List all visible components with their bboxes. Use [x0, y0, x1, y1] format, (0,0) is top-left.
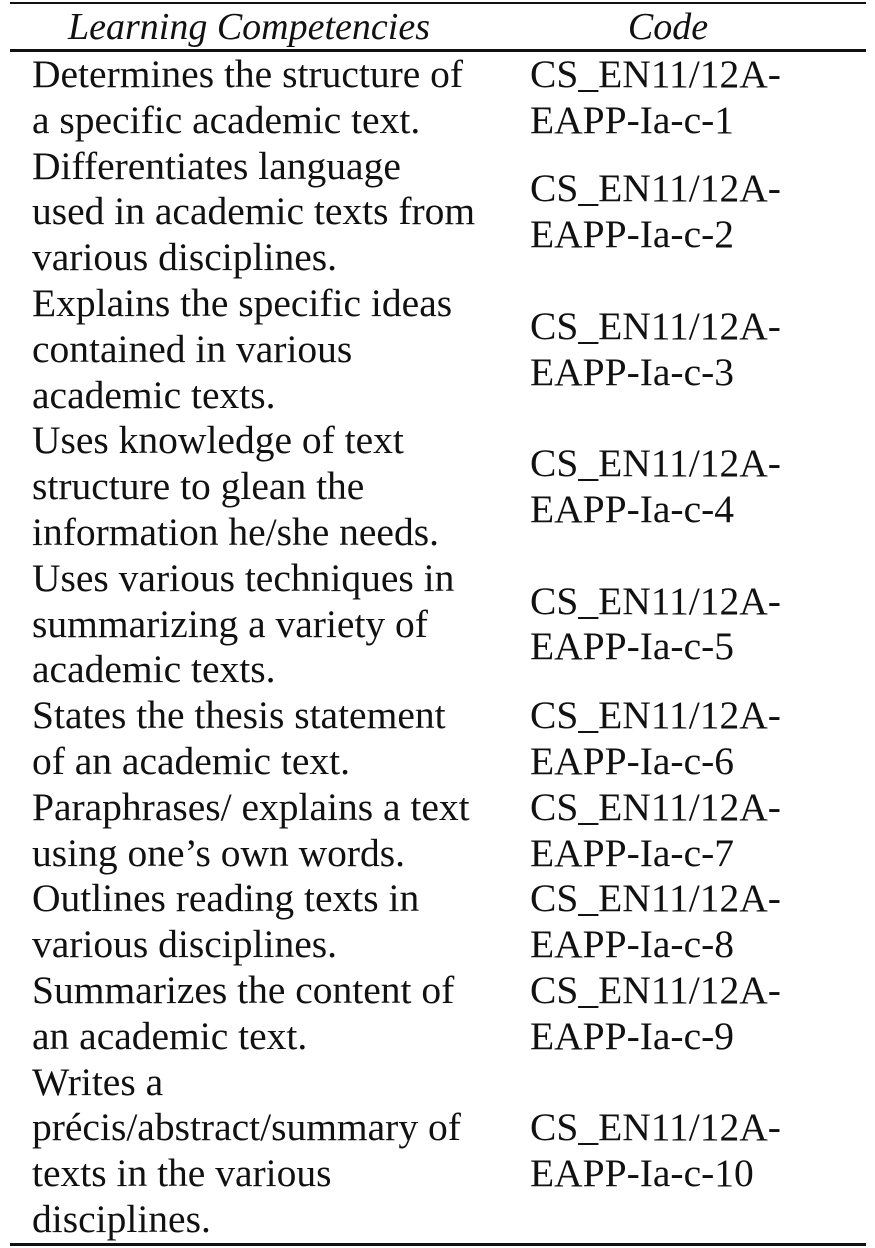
code-text-line: EAPP-Ia-c-4	[530, 487, 735, 532]
competency-cell	[10, 876, 530, 968]
table-row	[10, 556, 866, 693]
competency-cell	[10, 785, 530, 877]
code-text-line: EAPP-Ia-c-7	[530, 830, 735, 875]
competency-text-line: summarizing a variety of	[32, 601, 428, 646]
code-text-line: CS_EN11/12A-	[530, 441, 781, 486]
table-row	[10, 144, 866, 281]
code-text-line: CS_EN11/12A-	[530, 166, 781, 211]
code-text-line: CS_EN11/12A-	[530, 578, 781, 623]
header-code: Code	[627, 5, 709, 48]
table-row	[10, 281, 866, 418]
competency-cell	[10, 968, 530, 1060]
code-cell	[530, 693, 866, 785]
competency-text-line: Writes a	[32, 1059, 164, 1104]
competency-text-line: Uses knowledge of text	[32, 418, 404, 463]
competency-text-line: various disciplines.	[32, 922, 337, 967]
table-body	[10, 52, 866, 1243]
competency-text-line: Outlines reading texts in	[32, 876, 420, 921]
competency-text-line: of an academic text.	[32, 738, 351, 783]
code-cell	[530, 876, 866, 968]
competency-text-line: Uses various techniques in	[32, 555, 455, 600]
table-row	[10, 785, 866, 877]
code-text-line: CS_EN11/12A-	[530, 967, 781, 1012]
code-text-line: EAPP-Ia-c-1	[530, 97, 735, 142]
code-text-line: CS_EN11/12A-	[530, 693, 781, 738]
code-text-line: EAPP-Ia-c-2	[530, 212, 735, 257]
table-row	[10, 968, 866, 1060]
competency-text-line: texts in the various	[32, 1151, 332, 1196]
code-cell	[530, 968, 866, 1060]
competency-cell	[10, 1060, 530, 1243]
competency-text-line: information he/she needs.	[32, 509, 439, 554]
table-row	[10, 693, 866, 785]
competency-text-line: Differentiates language	[32, 143, 401, 188]
competency-text-line: States the thesis statement	[32, 693, 446, 738]
code-cell	[530, 441, 866, 533]
competency-text-line: contained in various	[32, 326, 353, 371]
table-row	[10, 52, 866, 144]
competency-text-line: a specific academic text.	[32, 97, 421, 142]
code-cell	[530, 785, 866, 877]
competency-text-line: Explains the specific ideas	[32, 280, 453, 325]
code-text-line: EAPP-Ia-c-9	[530, 1013, 735, 1058]
table-row	[10, 418, 866, 555]
code-text-line: CS_EN11/12A-	[530, 876, 781, 921]
competency-text-line: academic texts.	[32, 372, 276, 417]
competency-text-line: an academic text.	[32, 1013, 308, 1058]
competency-cell	[10, 693, 530, 785]
competency-text-line: disciplines.	[32, 1196, 211, 1241]
table-row	[10, 1060, 866, 1243]
competency-cell	[10, 418, 530, 555]
competency-text-line: used in academic texts from	[32, 189, 476, 234]
code-text-line: CS_EN11/12A-	[530, 303, 781, 348]
code-text-line: CS_EN11/12A-	[530, 784, 781, 829]
code-text-line: EAPP-Ia-c-10	[530, 1151, 754, 1196]
code-cell	[530, 304, 866, 396]
competency-cell	[10, 281, 530, 418]
code-text-line: CS_EN11/12A-	[530, 1105, 781, 1150]
code-cell	[530, 52, 866, 144]
competency-text-line: various disciplines.	[32, 235, 337, 280]
table-bottom-rule	[10, 1243, 866, 1246]
competency-cell	[10, 556, 530, 693]
competency-text-line: academic texts.	[32, 647, 276, 692]
code-text-line: CS_EN11/12A-	[530, 52, 781, 96]
header-learning-competencies: Learning Competencies	[67, 5, 430, 48]
competencies-table	[10, 2, 866, 1246]
code-text-line: EAPP-Ia-c-6	[530, 738, 735, 783]
competency-text-line: structure to glean the	[32, 464, 365, 509]
table-row	[10, 876, 866, 968]
code-text-line: EAPP-Ia-c-3	[530, 349, 735, 394]
code-cell	[530, 579, 866, 671]
competency-text-line: Determines the structure of	[32, 52, 464, 96]
code-text-line: EAPP-Ia-c-5	[530, 624, 735, 669]
competency-cell	[10, 144, 530, 281]
code-cell	[530, 166, 866, 258]
table-header-row	[10, 4, 866, 49]
competency-text-line: Paraphrases/ explains a text	[32, 784, 470, 829]
code-cell	[530, 1105, 866, 1197]
competency-cell	[10, 52, 530, 144]
competency-text-line: using one’s own words.	[32, 830, 406, 875]
competency-text-line: Summarizes the content of	[32, 967, 455, 1012]
competency-text-line: précis/abstract/summary of	[32, 1105, 461, 1150]
code-text-line: EAPP-Ia-c-8	[530, 922, 735, 967]
